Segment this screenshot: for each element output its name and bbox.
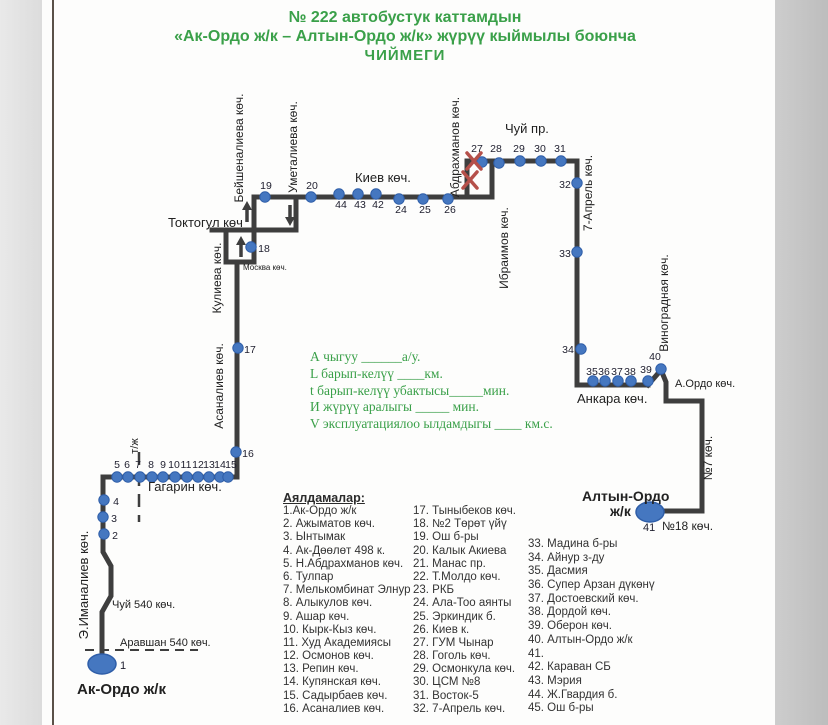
street-label: Виноградная көч. — [657, 254, 671, 352]
stop-list-item: 27. ГУМ Чынар — [413, 636, 494, 649]
stop-list-item: 39. Оберон көч. — [528, 620, 612, 633]
direction-arrow-head-icon — [236, 236, 246, 245]
stop-number: 8 — [148, 459, 154, 471]
stop-list-item: 34. Айнур з-ду — [528, 551, 605, 564]
stop-dot — [515, 156, 525, 166]
street-label: Бейшеналиева көч. — [232, 93, 246, 203]
stop-list-item: 16. Асаналиев көч. — [283, 702, 385, 715]
stop-list-item: 17. Тыныбеков көч. — [413, 505, 516, 517]
stop-list-item: 25. Эркиндик б. — [413, 610, 496, 623]
stop-number: 4 — [113, 496, 119, 508]
stop-number: 44 — [335, 199, 347, 211]
street-label: Кулиева көч. — [210, 242, 224, 314]
stop-number: 31 — [554, 143, 566, 155]
terminal-number: 41 — [643, 522, 656, 534]
stop-number: 2 — [112, 530, 118, 542]
stop-dot — [576, 344, 586, 354]
stop-list-item: 9. Ашар көч. — [283, 610, 350, 623]
stop-number: 9 — [160, 459, 166, 471]
street-label: Ак-Ордо ж/к — [77, 681, 166, 698]
stop-number: 26 — [444, 204, 456, 216]
stop-list-item: 41. — [528, 647, 544, 660]
stop-dot — [231, 447, 241, 457]
stop-number: 20 — [306, 180, 318, 192]
street-label: А.Ордо көч. — [675, 378, 736, 390]
stop-number: 17 — [244, 344, 256, 356]
stop-list-item: 26. Киев к. — [413, 623, 470, 636]
metrics-block — [310, 349, 570, 433]
stop-number: 29 — [513, 143, 525, 155]
stop-list-item: 22. Т.Молдо көч. — [413, 570, 501, 583]
stop-number: 34 — [562, 344, 574, 356]
stop-number: 32 — [559, 179, 571, 191]
street-label: Ибраимов көч. — [497, 207, 511, 289]
stop-list-item: 4. Ак-Дөөлөт 498 к. — [283, 544, 386, 557]
stop-list-item: 44. Ж.Гвардия б. — [528, 688, 618, 701]
stop-number: 43 — [354, 199, 366, 211]
stop-number: 40 — [649, 351, 661, 363]
stop-list-item: 42. Караван СБ — [528, 661, 611, 674]
metrics-line: V эксплуатациялоо ылдамдыгы ____ км.с. — [310, 416, 553, 432]
street-label: Гагарин көч. — [148, 479, 222, 494]
metrics-line: t барып-келүү убактысы_____мин. — [310, 382, 510, 398]
stop-list-item: 21. Манас пр. — [413, 557, 486, 570]
stop-number: 7 — [135, 459, 141, 471]
street-label: Киев көч. — [355, 170, 411, 185]
stop-dot — [536, 156, 546, 166]
stop-dot — [494, 158, 504, 168]
street-label: т/ж — [129, 438, 141, 454]
stop-number: 3 — [111, 513, 117, 525]
stop-list-item: 10. Кырк-Кыз көч. — [283, 623, 377, 636]
stop-dot — [643, 376, 653, 386]
stop-number: 38 — [624, 366, 636, 378]
stop-dot — [99, 529, 109, 539]
stop-list-item: 13. Репин көч. — [283, 663, 359, 676]
stop-dot — [572, 247, 582, 257]
street-label: 7-Апрель көч. — [581, 154, 595, 232]
stop-list-item: 23. РКБ — [413, 584, 455, 597]
stop-number: 14 — [214, 459, 226, 471]
stops-list-column-2 — [413, 505, 516, 716]
stop-dot — [371, 189, 381, 199]
stop-dot — [394, 194, 404, 204]
street-label: Уметалиева көч. — [286, 101, 300, 193]
stop-list-item: 32. 7-Апрель көч. — [413, 702, 506, 715]
street-label: Анкара көч. — [577, 391, 648, 406]
stop-list-item: 37. Достоевский көч. — [528, 592, 639, 605]
stop-list-item: 15. Садырбаев көч. — [283, 689, 388, 702]
stops-list-column-3 — [528, 538, 655, 716]
stop-number: 28 — [490, 143, 502, 155]
stop-list-item: 28. Гоголь көч. — [413, 650, 491, 663]
stop-number: 30 — [534, 143, 546, 155]
stop-number: 15 — [225, 459, 237, 471]
stop-dot — [112, 472, 122, 482]
stop-list-item: 5. Н.Абдрахманов көч. — [283, 557, 404, 570]
stop-dot — [135, 472, 145, 482]
stop-number: 13 — [203, 459, 215, 471]
stop-dot — [98, 512, 108, 522]
stop-list-item: 35. Дасмия — [528, 565, 588, 578]
stop-list-item: 20. Калык Акиева — [413, 544, 507, 557]
stop-list-item: 3. Ынтымак — [283, 531, 346, 544]
stop-dot — [260, 192, 270, 202]
stop-list-item: 45. Ош б-ры — [528, 702, 594, 715]
stop-dot — [123, 472, 133, 482]
street-label: Москва көч. — [243, 263, 287, 272]
stop-list-item: 19. Ош б-ры — [413, 531, 479, 544]
stop-number: 5 — [114, 459, 120, 471]
stop-number: 16 — [242, 448, 254, 460]
terminal-ellipse — [88, 654, 116, 674]
stop-list-item: 36. Супер Арзан дүкөнү — [528, 579, 655, 592]
stop-number: 10 — [168, 459, 180, 471]
street-label: №18 көч. — [662, 519, 714, 533]
stop-number: 6 — [124, 459, 130, 471]
street-label: Алтын-Ордо — [582, 488, 670, 504]
stop-number: 25 — [419, 204, 431, 216]
route-title-line1: № 222 автобустук каттамдын — [288, 9, 522, 26]
stop-dot — [418, 194, 428, 204]
stop-list-item: 31. Восток-5 — [413, 689, 479, 702]
stop-list-item: 40. Алтын-Ордо ж/к — [528, 633, 633, 646]
metrics-line: А чыгуу ______а/у. — [310, 349, 421, 364]
stop-dot — [556, 156, 566, 166]
street-label: Абдрахманов көч. — [448, 96, 462, 198]
stop-number: 12 — [192, 459, 204, 471]
stop-number: 24 — [395, 204, 407, 216]
stop-number: 27 — [471, 143, 483, 155]
route-title-line3: ЧИЙМЕГИ — [364, 47, 446, 64]
stop-list-item: 30. ЦСМ №8 — [413, 676, 481, 689]
stop-list-item: 12. Осмонов көч. — [283, 650, 374, 663]
stop-dot — [99, 495, 109, 505]
stop-dot — [306, 192, 316, 202]
stop-list-item: 29. Осмонкула көч. — [413, 663, 516, 676]
street-label: Асаналиев көч. — [212, 343, 226, 429]
stop-list-item: 38. Дордой көч. — [528, 606, 611, 619]
stop-dot — [223, 472, 233, 482]
stop-number: 36 — [598, 366, 610, 378]
stop-list-item: 6. Тулпар — [283, 570, 334, 583]
stops-list-column-1 — [283, 505, 410, 716]
terminal-number: 1 — [120, 660, 127, 672]
stop-list-item: 24. Ала-Тоо аянты — [413, 597, 512, 610]
metrics-line: И жүрүү аралыгы _____ мин. — [310, 399, 479, 415]
metrics-line: L барып-келүү ____км. — [310, 365, 443, 381]
stop-list-item: 8. Алыкулов көч. — [283, 597, 373, 610]
street-label: Чуй 540 көч. — [112, 599, 176, 611]
stop-number: 35 — [586, 366, 598, 378]
street-label: №7 көч. — [701, 435, 715, 481]
street-label: ж/к — [610, 503, 631, 519]
stops-list-header: Аялдамалар: — [283, 491, 365, 505]
stop-dot — [353, 189, 363, 199]
stop-number: 42 — [372, 199, 384, 211]
street-label: Аравшан 540 көч. — [120, 637, 211, 649]
route-title-line2: «Ак-Ордо ж/к – Алтын-Ордо ж/к» жүрүү кыймылы боюнча — [174, 28, 636, 45]
stop-number: 37 — [611, 366, 623, 378]
stop-list-item: 7. Мелькомбинат Элнур — [283, 584, 411, 597]
stop-list-item: 11. Худ Академиясы — [283, 636, 392, 649]
street-label: Токтогул көч — [168, 215, 243, 230]
stop-number: 33 — [559, 248, 571, 260]
stop-dot — [334, 189, 344, 199]
stop-list-item: 14. Купянская көч. — [283, 676, 381, 689]
stop-number: 18 — [258, 243, 270, 255]
street-label: Чуй пр. — [505, 121, 549, 136]
stop-number: 11 — [180, 459, 192, 471]
stop-list-item: 33. Мадина б-ры — [528, 538, 618, 550]
stop-dot — [246, 242, 256, 252]
terminal-ellipse — [636, 502, 664, 522]
stop-dot — [233, 343, 243, 353]
stop-list-item: 43. Мэрия — [528, 674, 582, 687]
stop-number: 19 — [260, 180, 272, 192]
stop-number: 39 — [640, 364, 652, 376]
stop-list-item: 18. №2 Төрөт үйү — [413, 518, 507, 531]
street-label: Э.Иманалиев көч. — [76, 530, 91, 640]
stop-dot — [656, 364, 666, 374]
stop-list-item: 2. Ажыматов көч. — [283, 518, 375, 531]
stop-list-item: 1.Ак-Ордо ж/к — [283, 505, 357, 517]
